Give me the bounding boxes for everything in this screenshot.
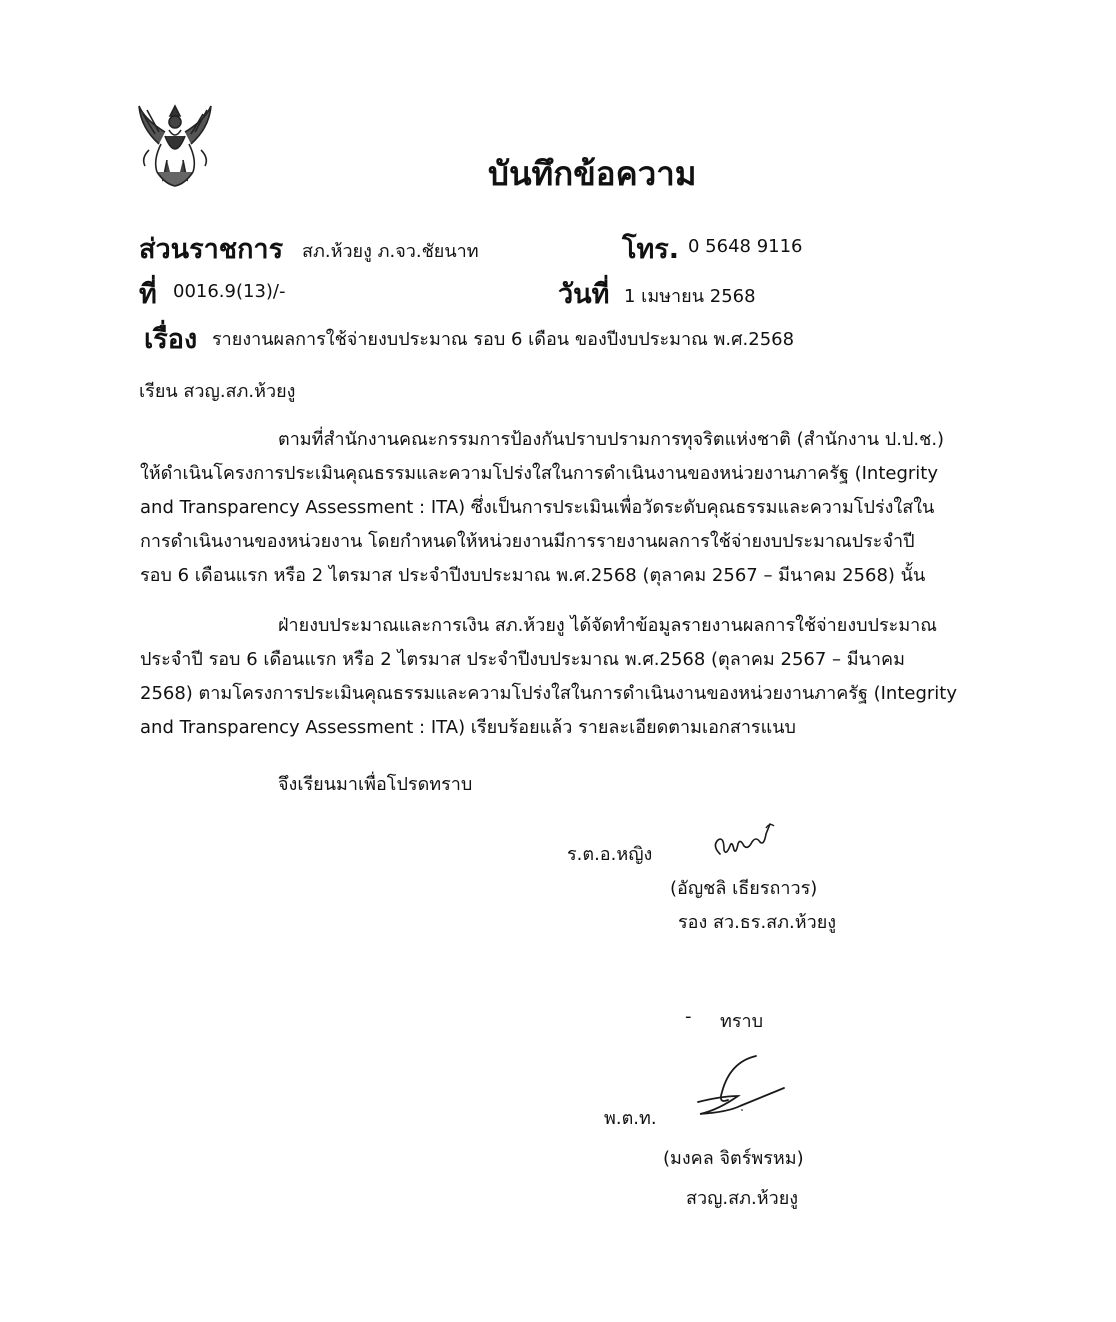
paragraph-line: ฝ่ายงบประมาณและการเงิน สภ.ห้วยงู ได้จัดทำข้อมูลรายงานผลการใช้จ่ายงบประมาณ	[278, 615, 937, 636]
date-value: 1 เมษายน 2568	[624, 286, 756, 307]
paragraph-line: and Transparency Assessment : ITA) เรียบร้อยแล้ว รายละเอียดตามเอกสารแนบ	[140, 717, 796, 738]
department-value: สภ.ห้วยงู ภ.จว.ชัยนาท	[302, 241, 479, 262]
signer1-signature-icon	[708, 816, 780, 866]
salutation: เรียน สวญ.สภ.ห้วยงู	[139, 381, 296, 402]
garuda-emblem-icon	[135, 100, 215, 188]
body-paragraph-2	[140, 609, 1010, 745]
subject-value: รายงานผลการใช้จ่ายงบประมาณ รอบ 6 เดือน ของปีงบประมาณ พ.ศ.2568	[212, 329, 795, 350]
paragraph-line: 2568) ตามโครงการประเมินคุณธรรมและความโปร่งใสในการดำเนินงานของหน่วยงานภาครัฐ (Integrity	[140, 683, 958, 704]
phone-value: 0 5648 9116	[688, 236, 803, 257]
phone-label: โทร.	[622, 234, 680, 265]
paragraph-line: ประจำปี รอบ 6 เดือนแรก หรือ 2 ไตรมาส ประจำปีงบประมาณ พ.ศ.2568 (ตุลาคม 2567 – มีนาคม	[140, 649, 905, 670]
ack-text: ทราบ	[720, 1011, 764, 1032]
subject-label: เรื่อง	[144, 324, 198, 355]
signer1-name: (อัญชลิ เธียรถาวร)	[670, 878, 818, 899]
closing-line: จึงเรียนมาเพื่อโปรดทราบ	[278, 774, 473, 795]
ack-dash: -	[685, 1006, 692, 1027]
signer1-rank: ร.ต.อ.หญิง	[567, 844, 653, 865]
signer2-signature-icon	[688, 1052, 790, 1124]
paragraph-line: รอบ 6 เดือนแรก หรือ 2 ไตรมาส ประจำปีงบประมาณ พ.ศ.2568 (ตุลาคม 2567 – มีนาคม 2568) นั้น	[140, 565, 926, 586]
signer2-rank: พ.ต.ท.	[604, 1108, 657, 1129]
signer2-position: สวญ.สภ.ห้วยงู	[686, 1188, 799, 1209]
paragraph-line: and Transparency Assessment : ITA) ซึ่งเป็นการประเมินเพื่อวัดระดับคุณธรรมและความโปร่งใสใน	[140, 497, 935, 518]
paragraph-line: การดำเนินงานของหน่วยงาน โดยกำหนดให้หน่วยงานมีการรายงานผลการใช้จ่ายงบประมาณประจำปี	[140, 531, 915, 552]
paragraph-line: ให้ดำเนินโครงการประเมินคุณธรรมและความโปร่งใสในการดำเนินงานของหน่วยงานภาครัฐ (Integrity	[140, 463, 939, 484]
reference-label: ที่	[139, 279, 157, 310]
department-label: ส่วนราชการ	[139, 234, 284, 265]
memo-title: บันทึกข้อความ	[488, 154, 697, 193]
paragraph-line: ตามที่สำนักงานคณะกรรมการป้องกันปราบปรามการทุจริตแห่งชาติ (สำนักงาน ป.ป.ช.)	[278, 429, 945, 450]
body-paragraph-1	[140, 423, 1010, 593]
signer1-position: รอง สว.ธร.สภ.ห้วยงู	[678, 912, 837, 933]
date-label: วันที่	[558, 279, 610, 310]
signer2-name: (มงคล จิตร์พรหม)	[663, 1148, 804, 1169]
reference-value: 0016.9(13)/-	[173, 281, 286, 302]
